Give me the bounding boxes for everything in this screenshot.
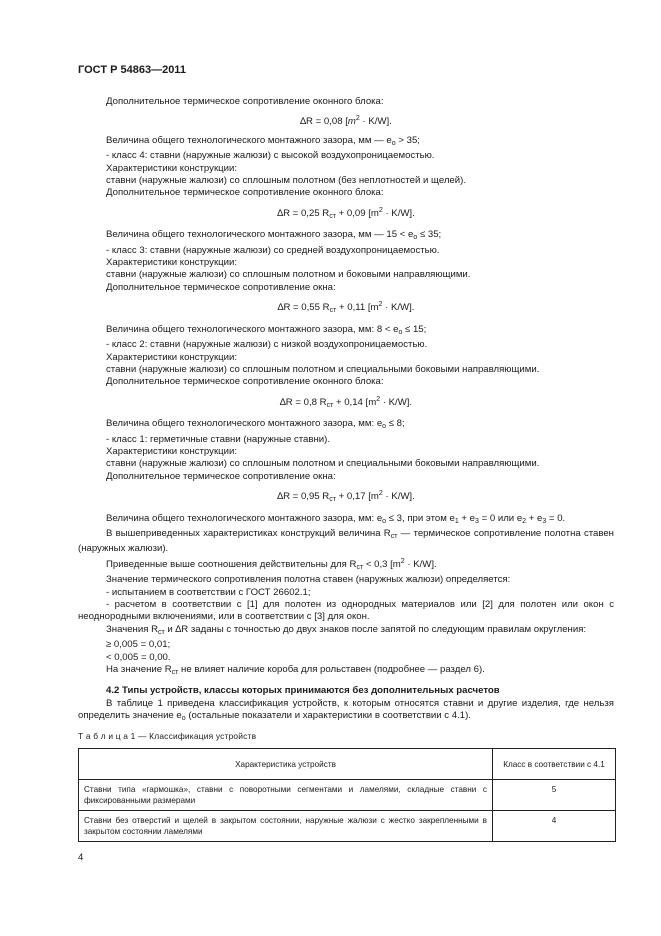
paragraph: - расчетом в соответствии с [1] для полотен из однородных материалов или [2] для полотен или окон с неоднородными включениями, или в соответствии с [3] для окон. (78, 599, 614, 623)
page-number: 4 (78, 852, 84, 863)
paragraph: Характеристики конструкции: (106, 351, 238, 363)
table-row (79, 811, 616, 842)
table-header-cell: Характеристика устройств (79, 749, 493, 780)
document-code: ГОСТ Р 54863—2011 (78, 64, 186, 76)
paragraph: Дополнительное термическое сопротивление окна: (106, 470, 336, 482)
paragraph: Характеристики конструкции: (106, 162, 238, 174)
paragraph: На значение $R_{ст}$ не влияет наличие короба для рольставен (подробнее — раздел 6). (106, 664, 485, 677)
paragraph: - класс 2: ставни (наружные жалюзи) с низкой воздухопроницаемостью. (106, 339, 428, 351)
paragraph: Величина общего технологического монтажного зазора, мм: $e_o \le 8$; (106, 418, 405, 431)
classification-table (78, 748, 616, 842)
paragraph: Значения $R_{ст}$ и ∆R заданы с точностью до двух знаков после запятой по следующим правилам округления: (106, 623, 587, 636)
table-cell: 5 (493, 780, 616, 811)
table-cell: Ставни без отверстий и щелей в закрытом состоянии, наружные жалюзи с жестко закрепленными в закрытом состоянии ламелями (79, 811, 493, 842)
paragraph: Характеристики конструкции: (106, 257, 238, 269)
section-heading: 4.2 Типы устройств, классы которых принимаются без дополнительных расчетов (106, 685, 500, 697)
paragraph: ≥ 0,005 = 0,01; (106, 639, 171, 651)
paragraph: - класс 1: герметичные ставни (наружные ставни). (106, 433, 330, 445)
paragraph: Дополнительное термическое сопротивление оконного блока: (106, 96, 384, 107)
formula: ∆R = 0,25 $R_{ст} + 0,09$ $[m^2 \cdot K/W]$. (277, 206, 415, 220)
table-row (79, 780, 616, 811)
paragraph: Дополнительное термическое сопротивление окна: (106, 281, 336, 293)
formula: ∆R = 0,95 $R_{ст} + 0,17$ $[m^2 \cdot K/W]$. (277, 490, 415, 504)
table-caption: Т а б л и ц а 1 — Классификация устройств (78, 731, 257, 741)
paragraph: Величина общего технологического монтажного зазора, мм — $15 < e_o \le 35$; (106, 229, 442, 242)
table-cell: 4 (493, 811, 616, 842)
paragraph: - испытанием в соответствии с ГОСТ 26602.1; (106, 586, 311, 598)
paragraph: - класс 4: ставни (наружные жалюзи) с высокой воздухопроницаемостью. (106, 150, 435, 162)
paragraph: Значение термического сопротивления полотна ставен (наружных жалюзи) определяется: (106, 574, 511, 586)
paragraph: Дополнительное термическое сопротивление оконного блока: (106, 187, 384, 199)
formula: ∆R = 0,08 $[m^2 \cdot K/W]$. (300, 115, 392, 128)
table-cell: Ставни типа «гармошка», ставни с поворотными сегментами и ламелями, складные ставни с фиксированными размерами (79, 780, 493, 811)
paragraph: - класс 3: ставни (наружные жалюзи) со средней воздухопроницаемостью. (106, 244, 440, 256)
paragraph: Величина общего технологического монтажного зазора, мм: $8 < e_o \le 15$; (106, 323, 427, 336)
paragraph: Дополнительное термическое сопротивление оконного блока: (106, 376, 384, 388)
formula: ∆R = 0,55 $R_{ст} + 0,11$ $[m^2 \cdot K/W]$. (277, 301, 415, 315)
paragraph: ставни (наружные жалюзи) со сплошным полотном и специальными боковыми направляющими. (106, 363, 540, 375)
paragraph: Приведенные выше соотношения действительны для $R_{ст} < 0,3$ $[m^2 \cdot K/W]$. (106, 557, 437, 571)
paragraph: Характеристики конструкции: (106, 445, 238, 457)
paragraph: ставни (наружные жалюзи) со сплошным полотном и специальными боковыми направляющими. (106, 458, 540, 470)
paragraph: Величина общего технологического монтажного зазора, мм — $e_o > 35$; (106, 134, 420, 147)
paragraph: В таблице 1 приведена классификация устройств, к которым относятся ставни и другие изделия, где нельзя определить значение $e_o$ (остальные показатели и характеристики в соответствии с 4.1). (78, 697, 614, 723)
paragraph: Величина общего технологического монтажного зазора, мм: $e_o \le 3$, при этом $e_1 + e_3 = 0$ или $e_2 + e_3 = 0$. (106, 512, 566, 525)
formula: ∆R = 0,8 $R_{ст} + 0,14$ $[m^2 \cdot K/W]$. (279, 395, 413, 409)
table-header-cell: Класс в соответствии с 4.1 (493, 749, 616, 780)
paragraph: < 0,005 = 0,00. (106, 651, 171, 663)
paragraph: ставни (наружные жалюзи) со сплошным полотном (без неплотностей и щелей). (106, 175, 466, 187)
table-header-row (79, 749, 616, 780)
document-body (78, 96, 614, 726)
paragraph: В вышеприведенных характеристиках конструкций величина $R_{ст}$ — термическое сопротивление полотна ставен (наружных жалюзи). (78, 527, 614, 555)
paragraph: ставни (наружные жалюзи) со сплошным полотном и боковыми направляющими. (106, 269, 471, 281)
